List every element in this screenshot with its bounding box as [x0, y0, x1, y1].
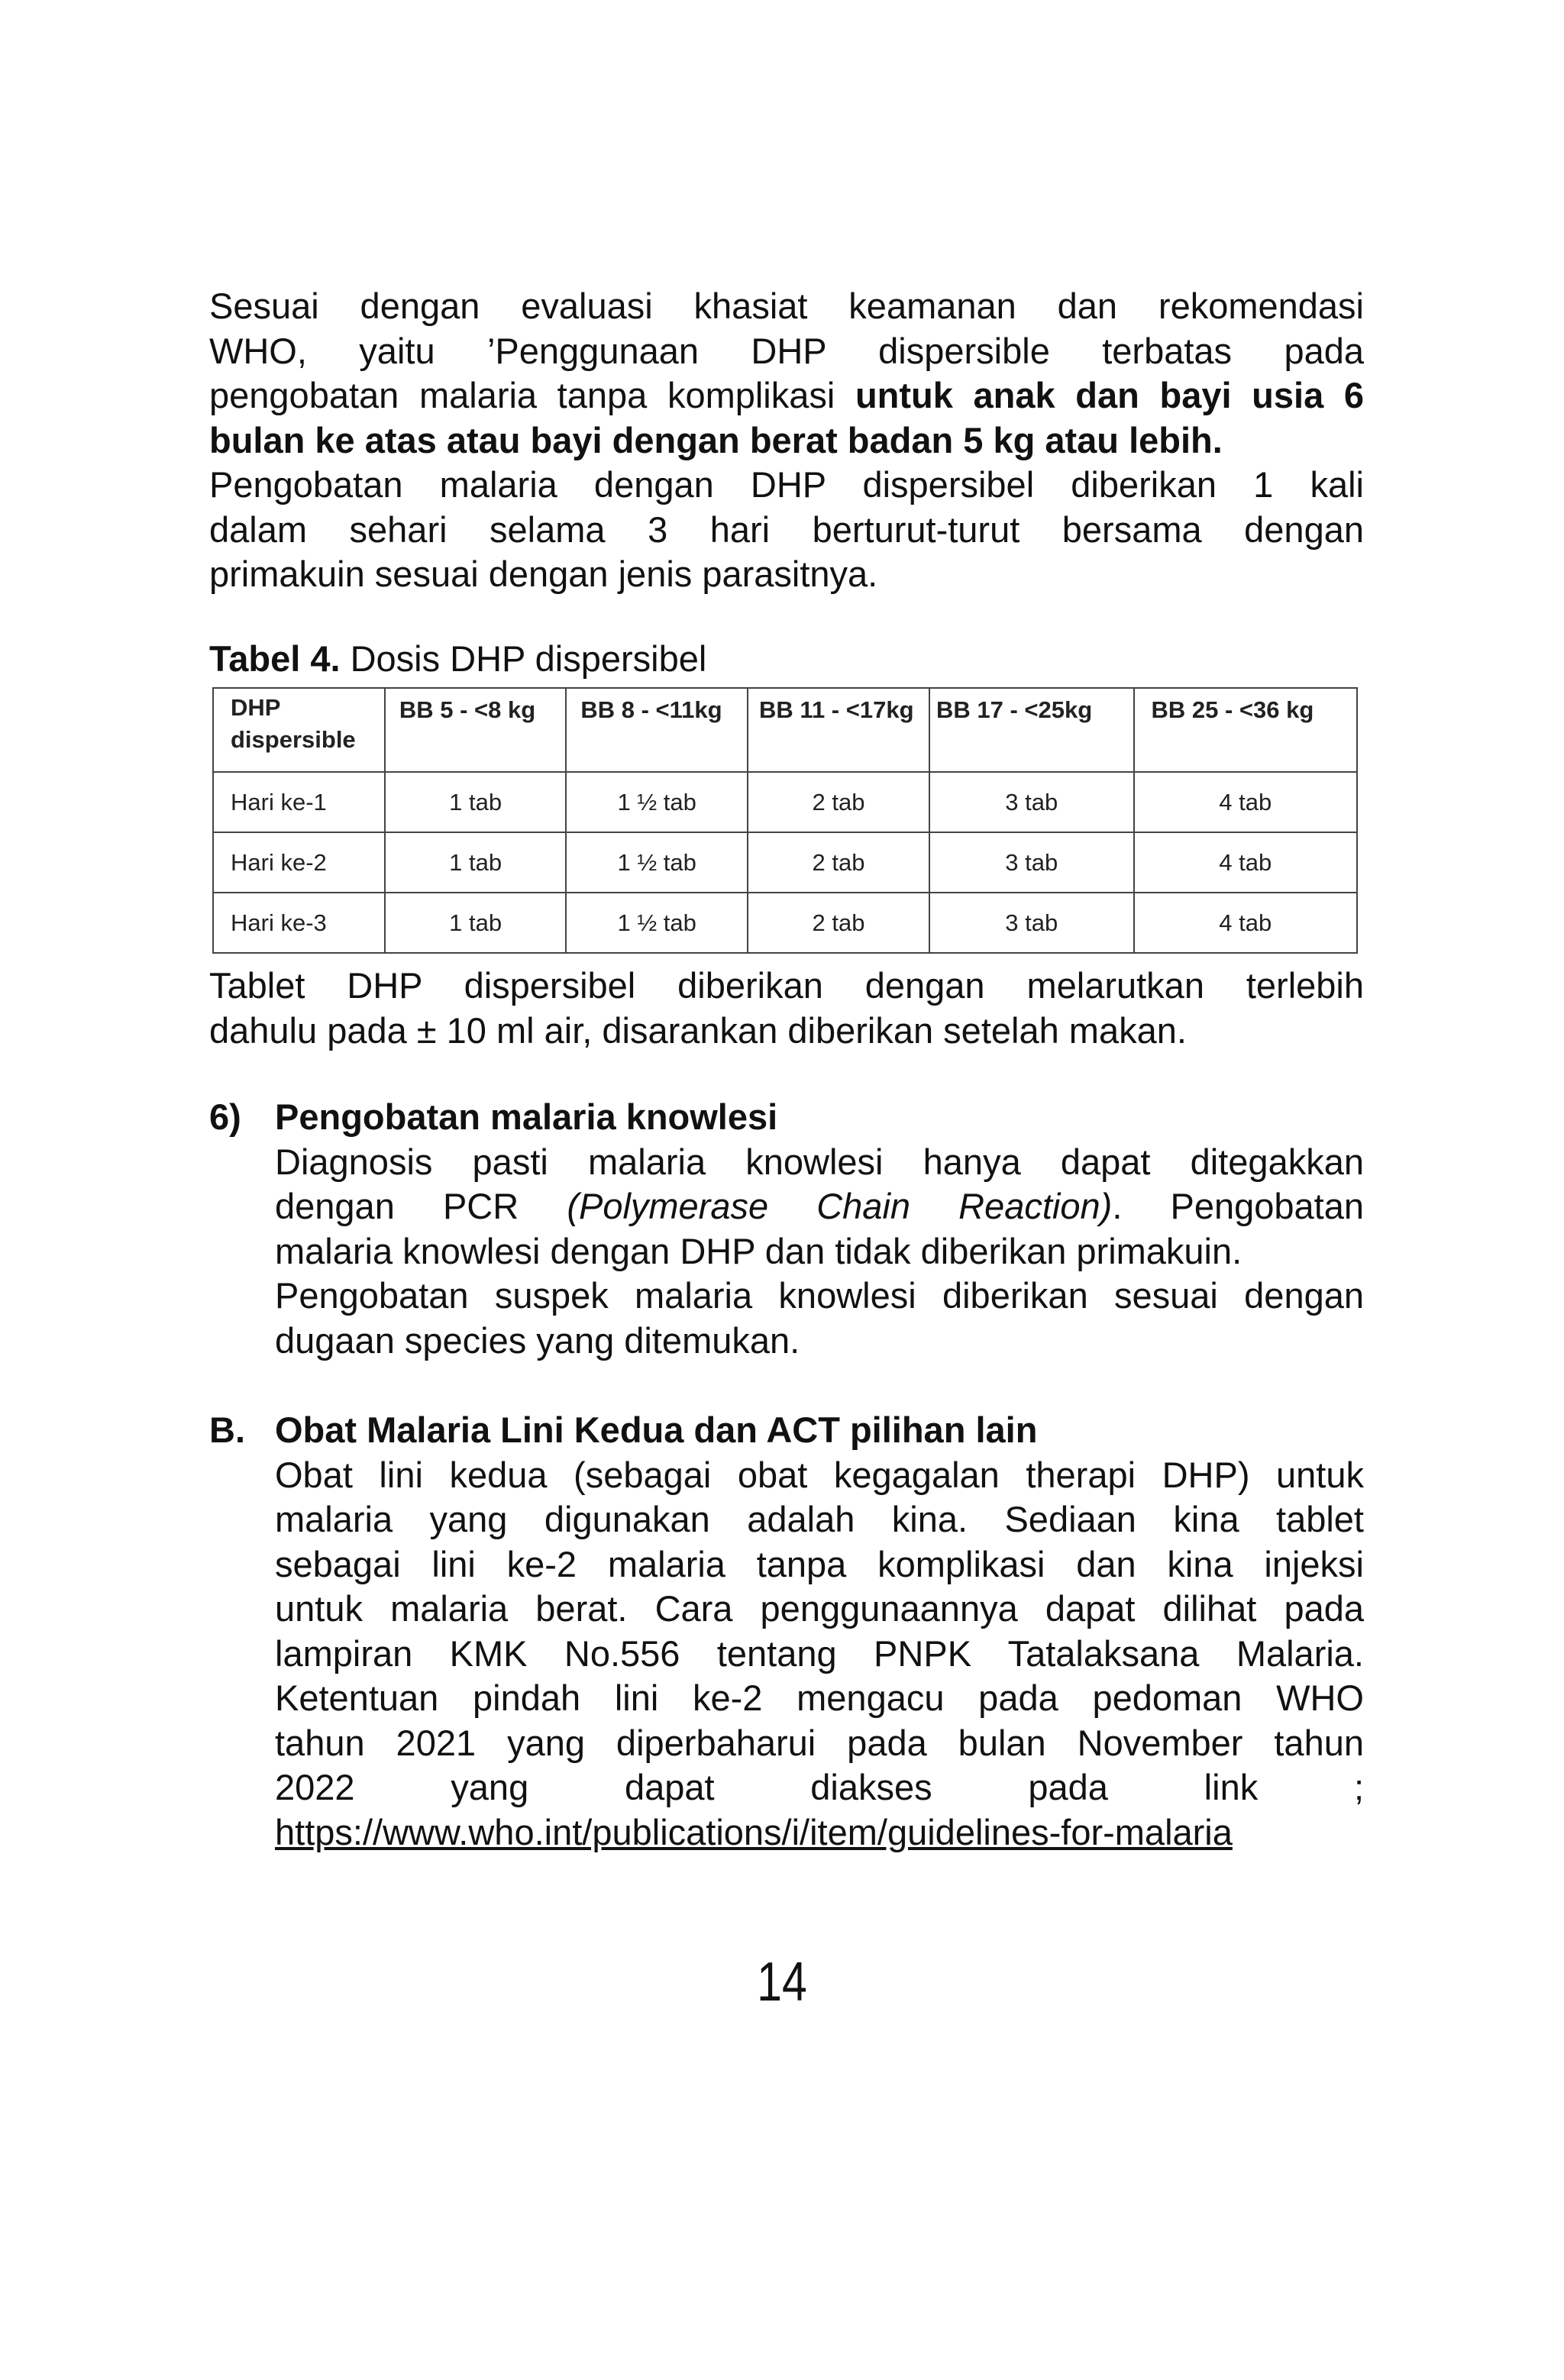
section-b-line-8: 2022 yang dapat diakses pada link ;: [275, 1767, 1364, 1807]
section-b-line-5: lampiran KMK No.556 tentang PNPK Tatalaksana Malaria.: [275, 1632, 1364, 1674]
section-b-line-4: untuk malaria berat. Cara penggunaannya dapat dilihat pada: [275, 1588, 1364, 1629]
row-label: Hari ke-3: [213, 893, 385, 953]
intro-line-3: [209, 373, 1364, 418]
section-6-line-3: malaria knowlesi dengan DHP dan tidak diberikan primakuin.: [275, 1230, 1242, 1271]
section-6-line-2: [275, 1184, 1364, 1229]
section-b-body: [275, 1453, 1364, 1855]
intro-line-4-bold: bulan ke atas atau bayi dengan berat badan 5 kg atau lebih.: [209, 419, 1223, 460]
table-row: [213, 832, 1357, 893]
intro-line-1: Sesuai dengan evaluasi khasiat keamanan dan rekomendasi: [209, 286, 1364, 326]
table-cell: 1 tab: [385, 772, 567, 832]
intro-paragraph: [209, 284, 1364, 597]
page-number: 14: [757, 1952, 807, 2013]
section-b-line-7: tahun 2021 yang diperbaharui pada bulan November tahun: [275, 1722, 1364, 1763]
section-b-line-3: sebagai lini ke-2 malaria tanpa komplikasi dan kina injeksi: [275, 1543, 1364, 1584]
intro-line-3-bold: untuk anak dan bayi usia 6: [855, 375, 1364, 415]
table-cell: 3 tab: [929, 832, 1134, 893]
section-6-line-5: dugaan species yang ditemukan.: [275, 1319, 800, 1361]
header-dhp-dispersible: [213, 688, 385, 772]
section-6-line-2-after: . Pengobatan: [1112, 1186, 1365, 1226]
section-6-line-2-italic: (Polymerase Chain Reaction): [567, 1186, 1113, 1226]
after-table-line-2: dahulu pada ± 10 ml air, disarankan diberikan setelah makan.: [209, 1009, 1187, 1051]
table-cell: 1 ½ tab: [566, 832, 748, 893]
table-cell: 4 tab: [1134, 893, 1357, 953]
section-6-line-4: Pengobatan suspek malaria knowlesi diberikan sesuai dengan: [275, 1275, 1364, 1316]
table-header-row: [213, 688, 1357, 772]
intro-line-4: [209, 418, 1364, 463]
dosage-table: [212, 687, 1358, 954]
table-cell: 1 ½ tab: [566, 772, 748, 832]
section-6-heading: Pengobatan malaria knowlesi: [275, 1096, 778, 1137]
section-b-line-1: Obat lini kedua (sebagai obat kegagalan therapi DHP) untuk: [275, 1454, 1364, 1495]
table-cell: 3 tab: [929, 893, 1134, 953]
section-b-number: B.: [209, 1410, 245, 1450]
header-bb-11-17: BB 11 - <17kg: [748, 688, 929, 772]
intro-line-5: Pengobatan malaria dengan DHP dispersibel diberikan 1 kali: [209, 464, 1364, 505]
section-b-heading: Obat Malaria Lini Kedua dan ACT pilihan lain: [275, 1410, 1038, 1450]
section-b-line-6: Ketentuan pindah lini ke-2 mengacu pada pedoman WHO: [275, 1678, 1364, 1718]
section-6-body: [275, 1140, 1364, 1364]
who-guidelines-link[interactable]: https://www.who.int/publications/i/item/guidelines-for-malaria: [275, 1811, 1233, 1852]
header-bb-5-8: BB 5 - <8 kg: [385, 688, 567, 772]
table-cell: 4 tab: [1134, 832, 1357, 893]
table-row: [213, 772, 1357, 832]
table-cell: 1 tab: [385, 893, 567, 953]
table-caption-text: Dosis DHP dispersibel: [340, 638, 707, 679]
after-table-paragraph: [209, 964, 1364, 1053]
section-6-number: 6): [209, 1096, 241, 1137]
section-b-line-2: malaria yang digunakan adalah kina. Sediaan kina tablet: [275, 1499, 1364, 1539]
table-cell: 2 tab: [748, 772, 929, 832]
section-6-line-2-text: dengan PCR: [275, 1186, 567, 1226]
section-6-line-1: Diagnosis pasti malaria knowlesi hanya dapat ditegakkan: [275, 1141, 1364, 1182]
intro-line-2: WHO, yaitu ’Penggunaan DHP dispersible terbatas pada: [209, 330, 1364, 371]
table-cell: 2 tab: [748, 832, 929, 893]
table-cell: 4 tab: [1134, 772, 1357, 832]
table-cell: 2 tab: [748, 893, 929, 953]
header-dhp-dispersible-label: DHP dispersible: [231, 694, 356, 753]
table-cell: 3 tab: [929, 772, 1134, 832]
row-label: Hari ke-2: [213, 832, 385, 893]
row-label: Hari ke-1: [213, 772, 385, 832]
table-cell: 1 ½ tab: [566, 893, 748, 953]
intro-line-3-text: pengobatan malaria tanpa komplikasi: [209, 375, 855, 415]
header-bb-25-36: BB 25 - <36 kg: [1134, 688, 1357, 772]
table-caption-label: Tabel 4.: [209, 638, 341, 679]
intro-line-7: primakuin sesuai dengan jenis parasitnya.: [209, 554, 878, 594]
after-table-line-1: Tablet DHP dispersibel diberikan dengan melarutkan terlebih: [209, 965, 1364, 1006]
table-row: [213, 893, 1357, 953]
table-caption: [209, 637, 706, 681]
header-bb-8-11: BB 8 - <11kg: [566, 688, 748, 772]
intro-line-6: dalam sehari selama 3 hari berturut-turut bersama dengan: [209, 509, 1364, 550]
header-bb-17-25: BB 17 - <25kg: [929, 688, 1134, 772]
table-cell: 1 tab: [385, 832, 567, 893]
